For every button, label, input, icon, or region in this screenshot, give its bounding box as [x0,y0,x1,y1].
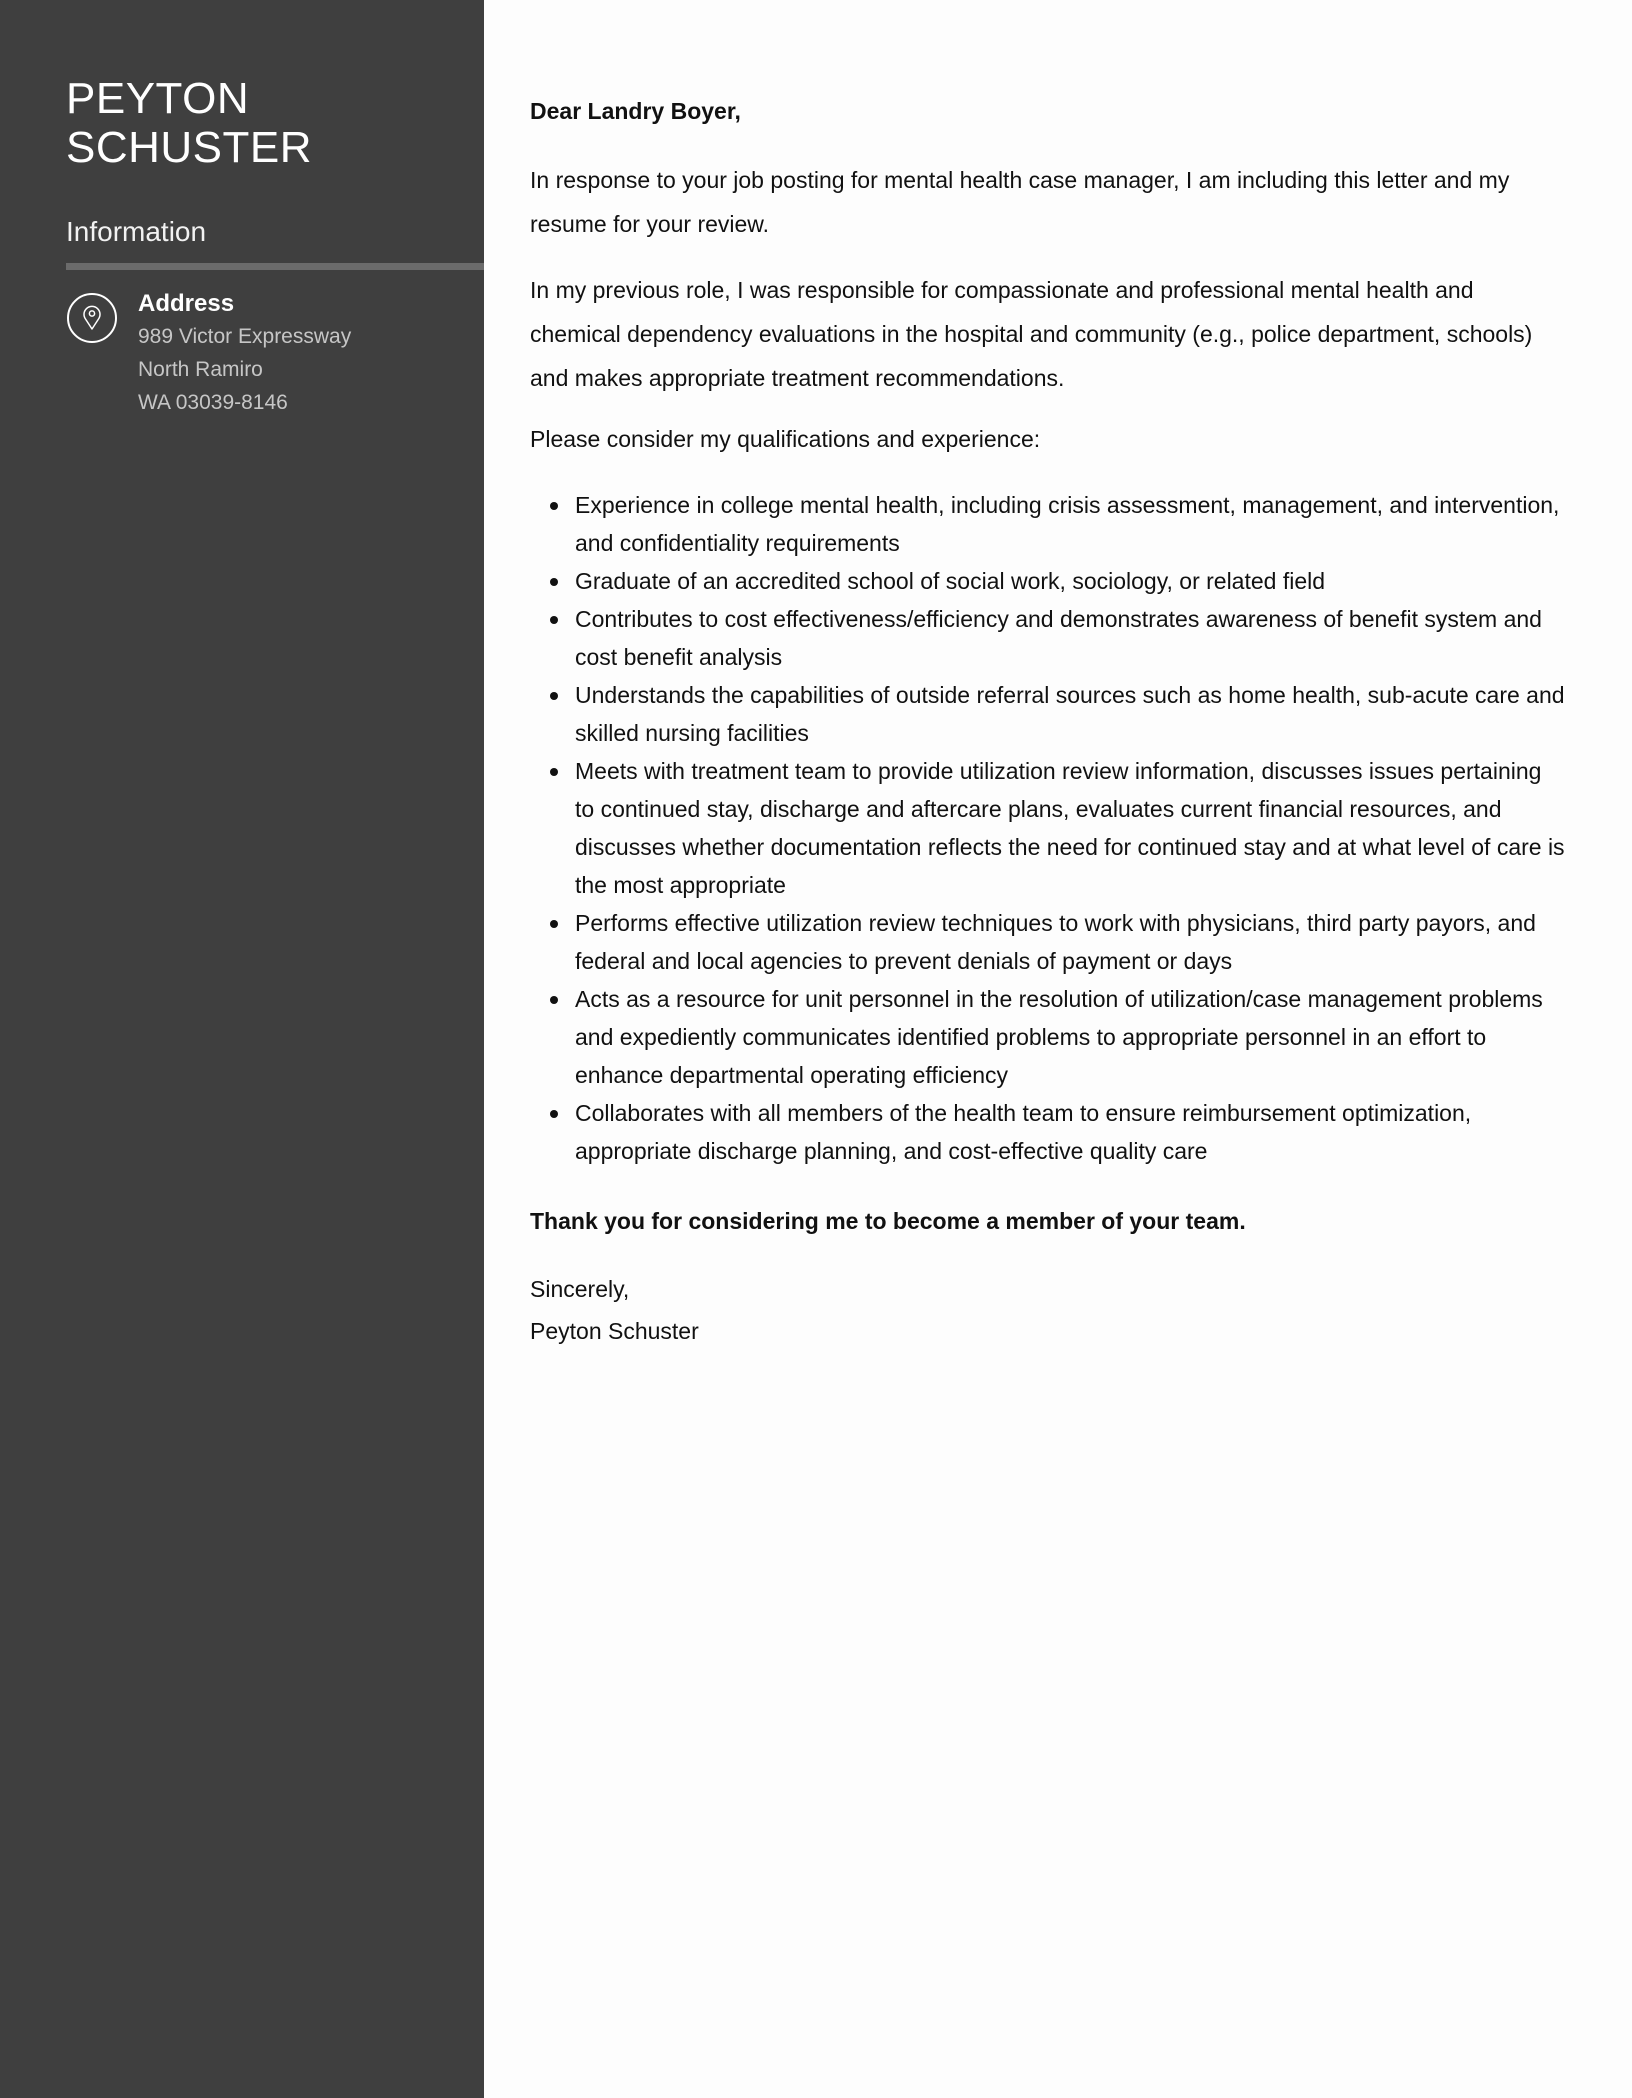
address-state-zip: WA 03039-8146 [138,391,288,414]
address-label: Address [138,290,235,317]
letter-body [530,94,1566,1352]
list-item: Understands the capabilities of outside referral sources such as home health, sub-acute care and skilled nursing facilities [530,676,1566,752]
qualifications-intro: Please consider my qualifications and experience: [530,426,1041,452]
sidebar [0,0,484,2098]
paragraph-previous-role: In my previous role, I was responsible for compassionate and professional mental health and chemical dependency evaluations in the hospital and community (e.g., police department, schools) and makes appropriate treatment recommendations. [530,277,1533,391]
section-title-information: Information [66,216,207,247]
closing-statement: Thank you for considering me to become a member of your team. [530,1208,1246,1234]
applicant-name [66,74,312,172]
name-last: SCHUSTER [66,123,313,172]
signature: Peyton Schuster [530,1318,699,1344]
list-item: Collaborates with all members of the health team to ensure reimbursement optimization, appropriate discharge planning, and cost-effective quality care [530,1094,1566,1170]
qualifications-list [530,486,1566,1170]
address-city: North Ramiro [138,358,263,381]
address-street: 989 Victor Expressway [138,325,352,348]
address-block [138,288,351,419]
section-divider [66,263,484,270]
name-first: PEYTON [66,74,250,123]
list-item: Experience in college mental health, including crisis assessment, management, and intervention, and confidentiality requirements [530,486,1566,562]
list-item: Graduate of an accredited school of social work, sociology, or related field [530,562,1566,600]
list-item: Contributes to cost effectiveness/efficiency and demonstrates awareness of benefit system and cost benefit analysis [530,600,1566,676]
salutation: Dear Landry Boyer, [530,98,741,124]
map-pin-icon [66,292,118,344]
list-item: Meets with treatment team to provide utilization review information, discusses issues pertaining to continued stay, discharge and aftercare plans, evaluates current financial resources, and discusses whether documentation reflects the need for continued stay and at what level of care is the most appropriate [530,752,1566,904]
list-item: Performs effective utilization review techniques to work with physicians, third party payors, and federal and local agencies to prevent denials of payment or days [530,904,1566,980]
list-item: Acts as a resource for unit personnel in the resolution of utilization/case management problems and expediently communicates identified problems to appropriate personnel in an effort to enhance departmental operating efficiency [530,980,1566,1094]
paragraph-intro: In response to your job posting for mental health case manager, I am including this letter and my resume for your review. [530,167,1510,237]
signoff: Sincerely, [530,1276,630,1302]
